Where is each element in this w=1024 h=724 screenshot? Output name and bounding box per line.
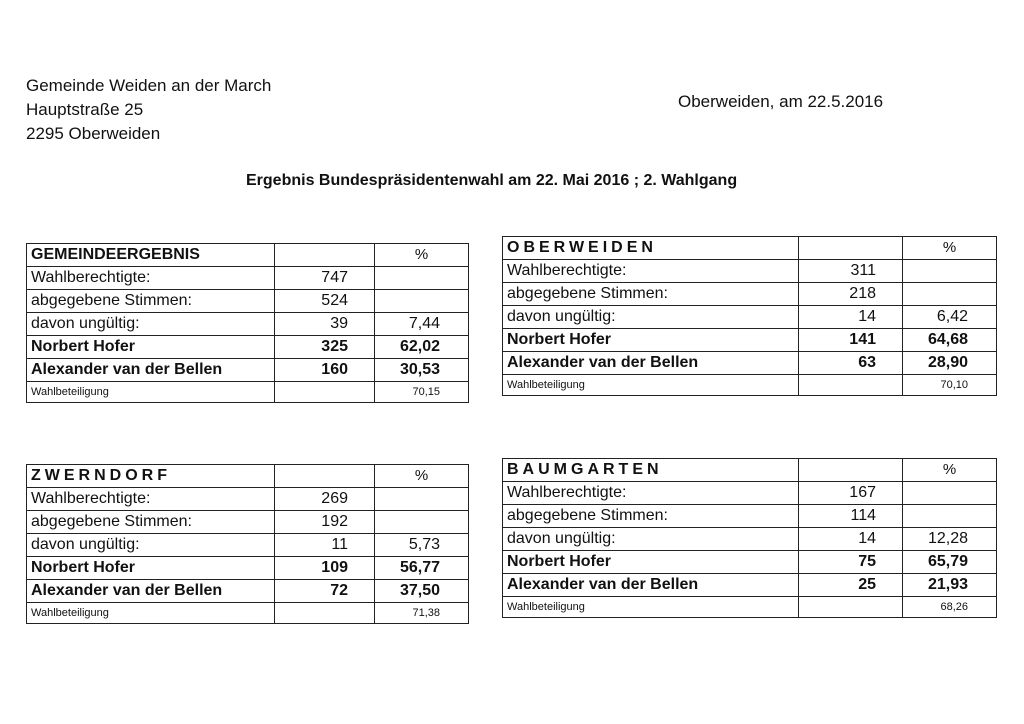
row-label: Alexander van der Bellen [503, 574, 799, 597]
row-abgegebene-stimmen [27, 511, 469, 534]
results-table-gemeinde [26, 243, 469, 403]
row-pct: 64,68 [903, 329, 997, 352]
row-pct: 70,15 [375, 382, 469, 403]
row-label: abgegebene Stimmen: [503, 283, 799, 306]
row-pct: 56,77 [375, 557, 469, 580]
row-value: 109 [275, 557, 375, 580]
row-pct [375, 290, 469, 313]
row-value: 25 [799, 574, 903, 597]
results-table-zwerndorf [26, 464, 469, 624]
row-label: Norbert Hofer [503, 551, 799, 574]
row-value: 160 [275, 359, 375, 382]
row-label: Norbert Hofer [503, 329, 799, 352]
row-label: davon ungültig: [27, 534, 275, 557]
row-pct: 70,10 [903, 375, 997, 396]
address-line-street: Hauptstraße 25 [26, 100, 144, 119]
row-label: davon ungültig: [27, 313, 275, 336]
row-value [275, 382, 375, 403]
row-pct [903, 482, 997, 505]
row-value: 311 [799, 260, 903, 283]
row-pct [903, 260, 997, 283]
row-wahlberechtigte [27, 488, 469, 511]
row-value: 11 [275, 534, 375, 557]
row-label: Alexander van der Bellen [27, 359, 275, 382]
row-hofer [27, 336, 469, 359]
row-pct: 30,53 [375, 359, 469, 382]
row-label: abgegebene Stimmen: [27, 290, 275, 313]
table-header-row [27, 465, 469, 488]
row-label: davon ungültig: [503, 528, 799, 551]
row-pct: 21,93 [903, 574, 997, 597]
results-table-baumgarten [502, 458, 997, 618]
row-value: 747 [275, 267, 375, 290]
row-van-der-bellen [27, 359, 469, 382]
row-ungueltig [27, 534, 469, 557]
row-value: 218 [799, 283, 903, 306]
table-header-row [27, 244, 469, 267]
document-title: Ergebnis Bundespräsidentenwahl am 22. Mai 2016 ; 2. Wahlgang [246, 172, 738, 189]
row-value: 192 [275, 511, 375, 534]
row-value [799, 597, 903, 618]
pct-header: % [903, 237, 997, 260]
row-pct: 7,44 [375, 313, 469, 336]
row-pct [903, 283, 997, 306]
row-label: Wahlbeteiligung [503, 375, 799, 396]
row-wahlbeteiligung [27, 382, 469, 403]
table-title: ZWERNDORF [27, 465, 275, 488]
row-value: 14 [799, 306, 903, 329]
pct-header: % [375, 465, 469, 488]
row-label: Wahlberechtigte: [503, 260, 799, 283]
row-ungueltig [503, 528, 997, 551]
row-pct [375, 488, 469, 511]
row-ungueltig [27, 313, 469, 336]
address-line-municipality: Gemeinde Weiden an der March [26, 76, 272, 95]
row-pct: 65,79 [903, 551, 997, 574]
row-value: 141 [799, 329, 903, 352]
table-title: OBERWEIDEN [503, 237, 799, 260]
row-value: 325 [275, 336, 375, 359]
place-date: Oberweiden, am 22.5.2016 [678, 92, 884, 111]
row-wahlberechtigte [503, 260, 997, 283]
row-hofer [503, 551, 997, 574]
row-value: 14 [799, 528, 903, 551]
row-label: Wahlbeteiligung [27, 382, 275, 403]
row-hofer [503, 329, 997, 352]
row-label: Wahlberechtigte: [27, 488, 275, 511]
row-pct: 6,42 [903, 306, 997, 329]
results-table-oberweiden [502, 236, 997, 396]
row-value: 75 [799, 551, 903, 574]
row-pct: 37,50 [375, 580, 469, 603]
row-pct [903, 505, 997, 528]
row-van-der-bellen [27, 580, 469, 603]
table-header-row [503, 237, 997, 260]
address-line-postcode: 2295 Oberweiden [26, 124, 161, 143]
row-hofer [27, 557, 469, 580]
row-value: 167 [799, 482, 903, 505]
sender-address [26, 74, 271, 146]
row-label: Wahlbeteiligung [503, 597, 799, 618]
row-label: davon ungültig: [503, 306, 799, 329]
row-pct [375, 267, 469, 290]
row-pct [375, 511, 469, 534]
row-van-der-bellen [503, 574, 997, 597]
pct-header: % [375, 244, 469, 267]
row-abgegebene-stimmen [27, 290, 469, 313]
row-pct: 5,73 [375, 534, 469, 557]
row-pct: 28,90 [903, 352, 997, 375]
table-title: BAUMGARTEN [503, 459, 799, 482]
table-header-row [503, 459, 997, 482]
row-pct: 68,26 [903, 597, 997, 618]
row-van-der-bellen [503, 352, 997, 375]
row-label: abgegebene Stimmen: [503, 505, 799, 528]
row-pct: 12,28 [903, 528, 997, 551]
row-value: 39 [275, 313, 375, 336]
row-wahlbeteiligung [503, 375, 997, 396]
row-value [275, 603, 375, 624]
row-wahlbeteiligung [27, 603, 469, 624]
row-value [799, 375, 903, 396]
row-ungueltig [503, 306, 997, 329]
table-title: GEMEINDEERGEBNIS [27, 244, 275, 267]
row-wahlberechtigte [503, 482, 997, 505]
row-label: Alexander van der Bellen [503, 352, 799, 375]
row-label: Wahlberechtigte: [27, 267, 275, 290]
row-abgegebene-stimmen [503, 505, 997, 528]
row-label: Alexander van der Bellen [27, 580, 275, 603]
row-pct: 71,38 [375, 603, 469, 624]
row-value: 72 [275, 580, 375, 603]
row-label: Norbert Hofer [27, 336, 275, 359]
row-label: Norbert Hofer [27, 557, 275, 580]
row-abgegebene-stimmen [503, 283, 997, 306]
row-value: 524 [275, 290, 375, 313]
row-wahlbeteiligung [503, 597, 997, 618]
row-wahlberechtigte [27, 267, 469, 290]
row-value: 269 [275, 488, 375, 511]
row-pct: 62,02 [375, 336, 469, 359]
row-label: Wahlbeteiligung [27, 603, 275, 624]
row-value: 114 [799, 505, 903, 528]
pct-header: % [903, 459, 997, 482]
row-label: abgegebene Stimmen: [27, 511, 275, 534]
row-label: Wahlberechtigte: [503, 482, 799, 505]
row-value: 63 [799, 352, 903, 375]
